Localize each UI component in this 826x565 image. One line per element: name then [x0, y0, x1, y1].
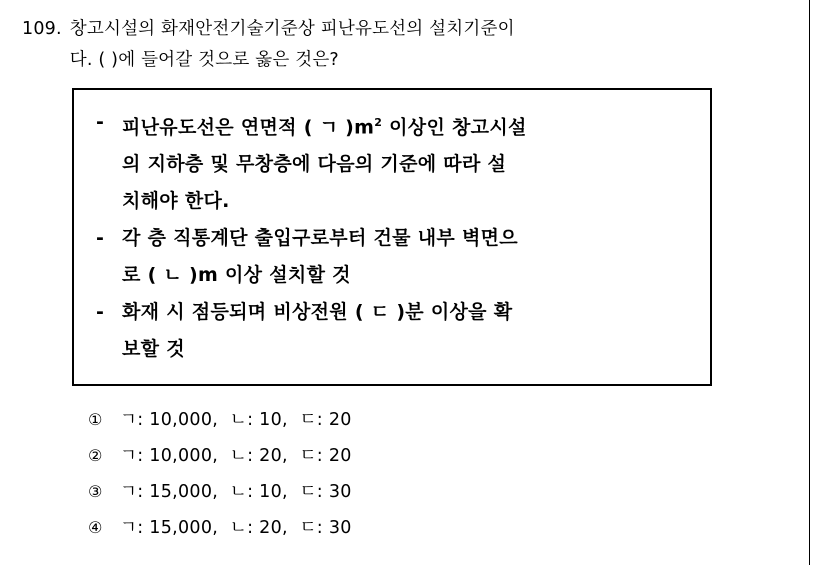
choice-text-3: ㄱ: 15,000, ㄴ: 10, ㄷ: 30: [120, 482, 352, 502]
question-block: [0, 0, 790, 76]
question-text-line-2: 다. ( )에 들어갈 것으로 옳은 것은?: [69, 50, 339, 70]
statement-item-2: [92, 220, 692, 294]
statement-item-1: [92, 104, 692, 220]
question-text: [70, 14, 790, 76]
choice-option-1[interactable]: [0, 402, 790, 438]
statement-body-1: [122, 104, 692, 220]
choice-marker-2: ②: [88, 446, 103, 465]
square-meter-superscript: 2: [374, 116, 383, 129]
choice-text-2: ㄱ: 10,000, ㄴ: 20, ㄷ: 20: [120, 446, 352, 466]
choice-option-3[interactable]: [0, 474, 790, 510]
choice-option-2[interactable]: [0, 438, 790, 474]
question-number: 109.: [22, 19, 62, 39]
choice-text-4: ㄱ: 15,000, ㄴ: 20, ㄷ: 30: [120, 518, 352, 538]
statement-box: [72, 88, 712, 386]
choice-text-1: ㄱ: 10,000, ㄴ: 10, ㄷ: 20: [120, 410, 352, 430]
statement-body-3: [122, 294, 692, 368]
choice-marker-4: ④: [88, 518, 103, 537]
page-edge-rule: [809, 0, 810, 565]
statement-dash-2: -: [96, 227, 105, 250]
statement-dash-1: -: [96, 111, 105, 133]
statement-1-line-3: 치해야 한다.: [122, 190, 230, 213]
answer-choices: [0, 402, 790, 546]
statement-3-line-1: 화재 시 점등되며 비상전원 ( ㄷ )분 이상을 확: [122, 301, 513, 324]
statement-1-line-1: 피난유도선은 연면적 ( ㄱ )m: [122, 116, 375, 139]
statement-body-2: [122, 220, 692, 294]
statement-item-3: [92, 294, 692, 368]
statement-2-line-2: 로 ( ㄴ )m 이상 설치할 것: [122, 264, 351, 287]
statement-2-line-1: 각 층 직통계단 출입구로부터 건물 내부 벽면으: [122, 227, 518, 250]
question-text-line-1: 창고시설의 화재안전기술기준상 피난유도선의 설치기준이: [69, 19, 515, 39]
statement-1-line-1-tail: 이상인 창고시설: [382, 116, 527, 139]
choice-marker-3: ③: [88, 482, 103, 501]
statement-1-line-2: 의 지하층 및 무창층에 다음의 기준에 따라 설: [122, 153, 507, 176]
choice-marker-1: ①: [88, 410, 103, 429]
statement-dash-3: -: [96, 301, 105, 324]
statement-3-line-2: 보할 것: [122, 338, 185, 361]
question-stem: [0, 14, 790, 76]
choice-option-4[interactable]: [0, 510, 790, 546]
